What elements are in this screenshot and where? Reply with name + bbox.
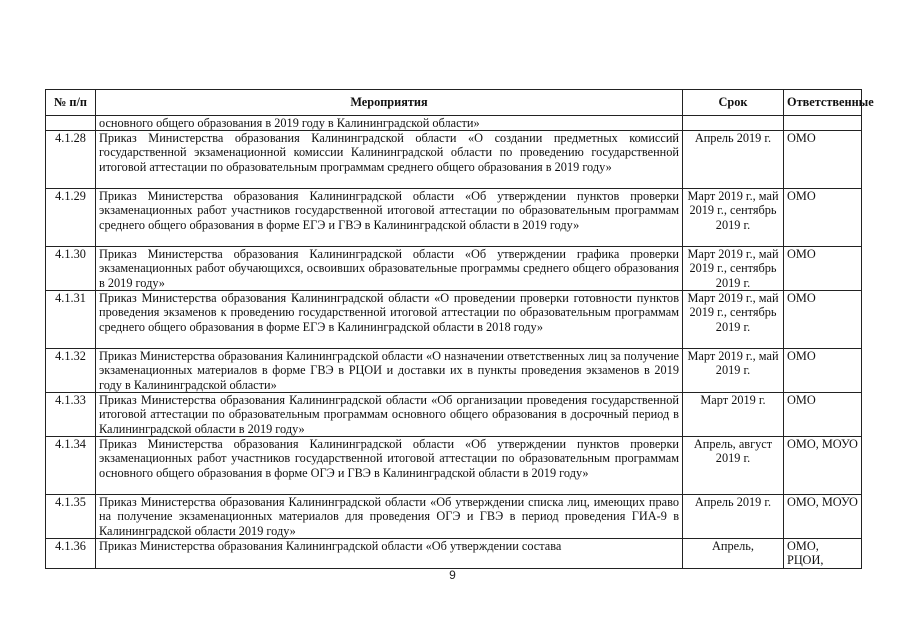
table-row <box>46 247 862 291</box>
cell-term: Апрель, <box>683 539 784 568</box>
cell-term <box>683 116 784 131</box>
cell-activity <box>96 539 683 568</box>
events-table <box>45 89 874 569</box>
cell-responsible: ОМО <box>784 247 862 291</box>
cell-activity: Приказ Министерства образования Калининградской области «Об утверждении пунктов проверки экзаменационных работ участников государственной итоговой аттестации по образовательным программам среднего общего образования в форме ЕГЭ и ГВЭ в Калининградской области в 2019 году» <box>96 189 683 247</box>
cell-num: 4.1.35 <box>46 495 96 539</box>
cell-responsible: ОМО <box>784 291 862 349</box>
cell-num: 4.1.33 <box>46 393 96 437</box>
cell-activity-text: Приказ Министерства образования Калининградской области «Об утверждении состава <box>99 539 562 554</box>
cell-responsible: ОМО, РЦОИ, <box>784 539 862 568</box>
cell-num: 4.1.36 <box>46 539 96 568</box>
cell-num: 4.1.30 <box>46 247 96 291</box>
cell-activity: основного общего образования в 2019 году в Калининградской области» <box>96 116 683 131</box>
table-row <box>46 131 862 189</box>
cell-num: 4.1.32 <box>46 349 96 393</box>
cell-responsible: ОМО <box>784 189 862 247</box>
cell-num: 4.1.28 <box>46 131 96 189</box>
table-row <box>46 349 862 393</box>
header-activity: Мероприятия <box>96 90 683 116</box>
cell-responsible: ОМО <box>784 131 862 189</box>
table-row <box>46 437 862 495</box>
cell-term: Март 2019 г., май 2019 г., сентябрь 2019 г. <box>683 189 784 247</box>
cell-term: Апрель 2019 г. <box>683 131 784 189</box>
cell-activity: Приказ Министерства образования Калининградской области «О создании предметных комиссий государственной экзаменационной комиссии Калининградской области по проведению государственной итоговой аттестации по образовательным программам среднего общего образования в 2019 году» <box>96 131 683 189</box>
table-row <box>46 393 862 437</box>
cell-activity: Приказ Министерства образования Калининградской области «Об утверждении списка лиц, имеющих право на получение экзаменационных материалов для проведения ОГЭ и ГВЭ в период проведения ГИА-9 в Калининградской области 2019 году» <box>96 495 683 539</box>
cell-term: Апрель, август 2019 г. <box>683 437 784 495</box>
header-responsible: Ответственные <box>784 90 862 116</box>
cell-term: Апрель 2019 г. <box>683 495 784 539</box>
page-number: 9 <box>449 568 456 582</box>
cell-num: 4.1.31 <box>46 291 96 349</box>
table-row <box>46 291 862 349</box>
cell-responsible: ОМО <box>784 349 862 393</box>
header-term: Срок <box>683 90 784 116</box>
cell-responsible <box>784 116 862 131</box>
table-row-continuation <box>46 116 862 131</box>
cell-activity: Приказ Министерства образования Калининградской области «Об утверждении графика проверки экзаменационных работ обучающихся, освоивших образовательные программы среднего общего образования в 2019 году» <box>96 247 683 291</box>
table-row <box>46 495 862 539</box>
table-header-row <box>46 90 862 116</box>
cell-activity: Приказ Министерства образования Калининградской области «Об утверждении пунктов проверки экзаменационных работ участников государственной итоговой аттестации по образовательным программам основного общего образования в форме ОГЭ и ГВЭ в Калининградской области в 2019 году» <box>96 437 683 495</box>
cell-responsible: ОМО, МОУО <box>784 437 862 495</box>
cell-responsible: ОМО <box>784 393 862 437</box>
cell-responsible: ОМО, МОУО <box>784 495 862 539</box>
cell-activity: Приказ Министерства образования Калининградской области «О назначении ответственных лиц за получение экзаменационных материалов в форме ГВЭ в РЦОИ и доставки их в пункты проведения экзаменов в 2019 году в Калининградской области» <box>96 349 683 393</box>
cell-activity: Приказ Министерства образования Калининградской области «О проведении проверки готовности пунктов проведения экзаменов к проведению государственной итоговой аттестации по образовательным программам среднего общего образования в форме ЕГЭ в Калининградской области в 2018 году» <box>96 291 683 349</box>
table-row <box>46 189 862 247</box>
header-num: № п/п <box>46 90 96 116</box>
cell-num: 4.1.29 <box>46 189 96 247</box>
cell-num: 4.1.34 <box>46 437 96 495</box>
cell-activity: Приказ Министерства образования Калининградской области «Об организации проведения государственной итоговой аттестации по образовательным программам основного общего образования в досрочный период в Калининградской области в 2019 году» <box>96 393 683 437</box>
cell-term: Март 2019 г., май 2019 г. <box>683 349 784 393</box>
table-row <box>46 539 862 568</box>
cell-num <box>46 116 96 131</box>
cell-term: Март 2019 г., май 2019 г., сентябрь 2019 г. <box>683 291 784 349</box>
cell-term: Март 2019 г. <box>683 393 784 437</box>
cell-term: Март 2019 г., май 2019 г., сентябрь 2019 г. <box>683 247 784 291</box>
